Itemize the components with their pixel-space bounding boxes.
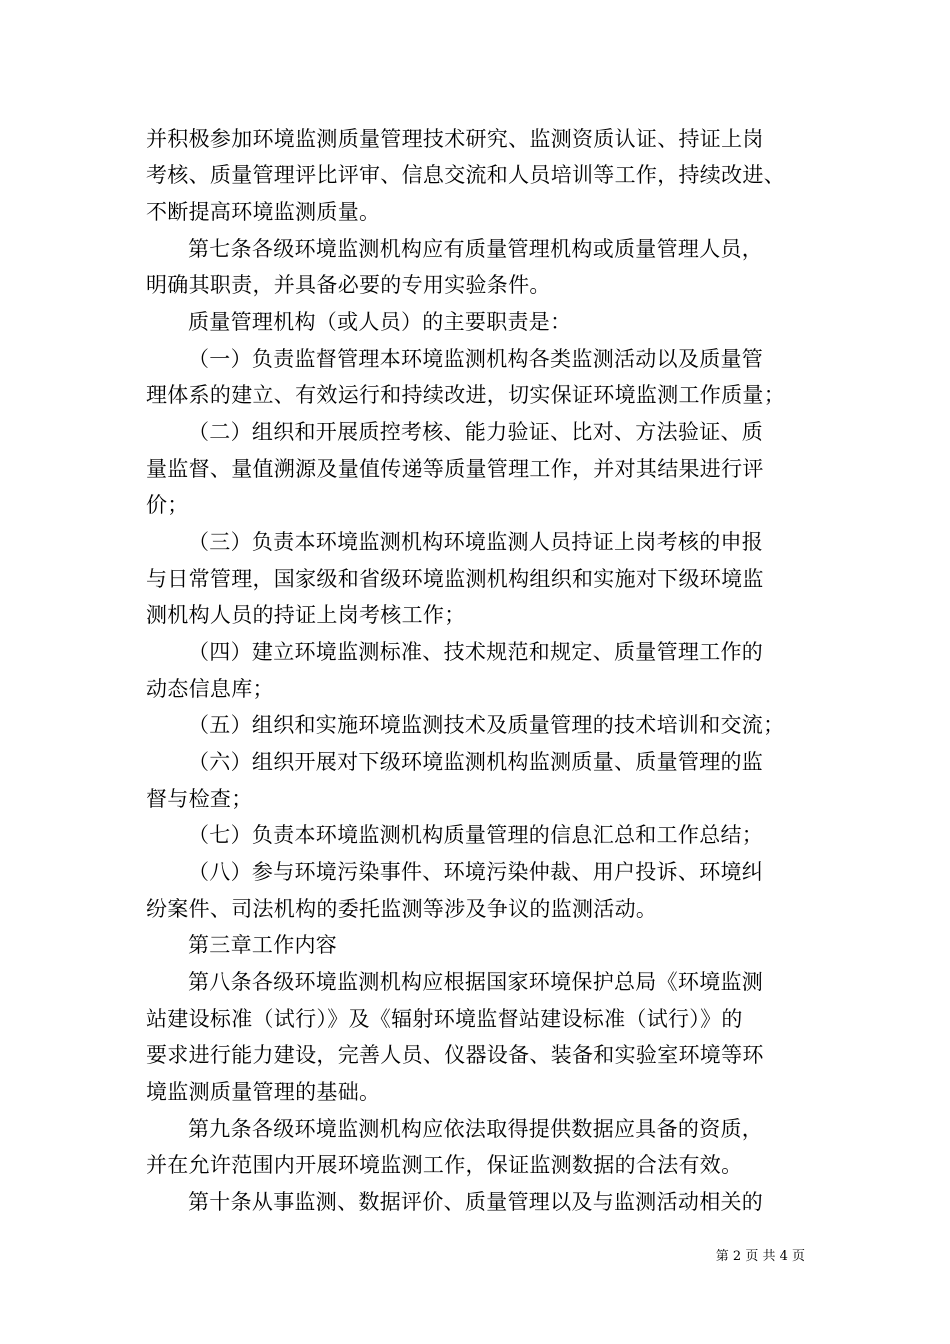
text-line-20: （七）负责本环境监测机构质量管理的信息汇总和工作总结； [188, 823, 764, 847]
text-line-15: （四）建立环境监测标准、技术规范和规定、质量管理工作的 [188, 640, 764, 664]
text-line-9: （二）组织和开展质控考核、能力验证、比对、方法验证、质 [188, 420, 764, 444]
text-line-17: （五）组织和实施环境监测技术及质量管理的技术培训和交流； [188, 713, 785, 737]
text-line-30: 第十条从事监测、数据评价、质量管理以及与监测活动相关的 [188, 1190, 764, 1214]
text-line-11: 价； [146, 493, 189, 517]
section-heading: 第三章工作内容 [188, 933, 338, 957]
text-line-3: 不断提高环境监测质量。 [146, 200, 381, 224]
page-number-footer: 第 2 页 共 4 页 [715, 1249, 805, 1264]
text-line-21: （八）参与环境污染事件、环境污染仲裁、用户投诉、环境纠 [188, 860, 764, 884]
text-line-10: 量监督、量值溯源及量值传递等质量管理工作，并对其结果进行评 [146, 457, 764, 481]
text-line-12: （三）负责本环境监测机构环境监测人员持证上岗考核的申报 [188, 530, 764, 554]
text-line-25: 站建设标准（试行）》及《辐射环境监督站建设标准（试行）》的 [146, 1007, 743, 1031]
text-line-4: 第七条各级环境监测机构应有质量管理机构或质量管理人员， [188, 237, 764, 261]
text-line-1: 并积极参加环境监测质量管理技术研究、监测资质认证、持证上岗 [146, 127, 764, 151]
text-line-24: 第八条各级环境监测机构应根据国家环境保护总局《环境监测 [188, 970, 764, 994]
text-line-14: 测机构人员的持证上岗考核工作； [146, 603, 466, 627]
text-line-7: （一）负责监督管理本环境监测机构各类监测活动以及质量管 [188, 347, 764, 371]
text-line-19: 督与检查； [146, 787, 253, 811]
text-line-26: 要求进行能力建设，完善人员、仪器设备、装备和实验室环境等环 [146, 1043, 764, 1067]
text-line-8: 理体系的建立、有效运行和持续改进，切实保证环境监测工作质量； [146, 383, 785, 407]
text-line-18: （六）组织开展对下级环境监测机构监测质量、质量管理的监 [188, 750, 764, 774]
text-line-16: 动态信息库； [146, 677, 274, 701]
text-line-29: 并在允许范围内开展环境监测工作，保证监测数据的合法有效。 [146, 1153, 743, 1177]
text-line-13: 与日常管理，国家级和省级环境监测机构组织和实施对下级环境监 [146, 567, 764, 591]
text-line-27: 境监测质量管理的基础。 [146, 1080, 381, 1104]
text-line-5: 明确其职责，并具备必要的专用实验条件。 [146, 273, 551, 297]
text-line-6: 质量管理机构（或人员）的主要职责是： [188, 310, 572, 334]
text-line-22: 纷案件、司法机构的委托监测等涉及争议的监测活动。 [146, 897, 658, 921]
text-line-28: 第九条各级环境监测机构应依法取得提供数据应具备的资质， [188, 1117, 764, 1141]
text-line-2: 考核、质量管理评比评审、信息交流和人员培训等工作，持续改进、 [146, 163, 785, 187]
